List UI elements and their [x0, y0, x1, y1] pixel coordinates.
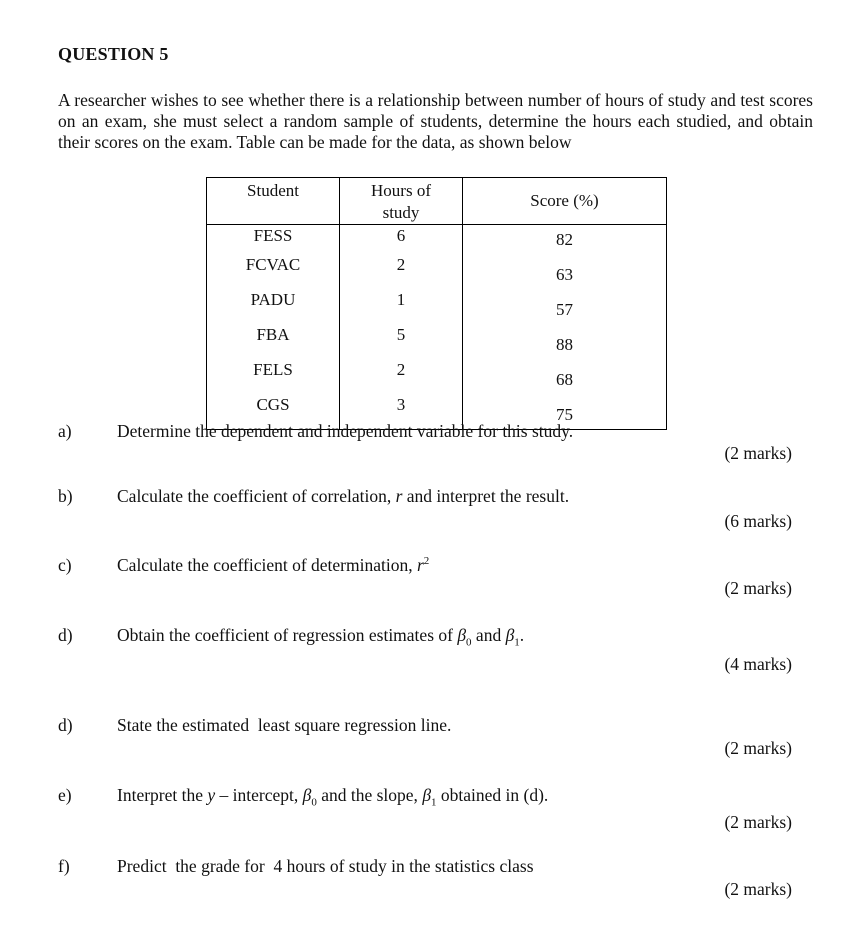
- question-marks: (2 marks): [724, 738, 792, 758]
- beta-symbol: β: [457, 625, 467, 645]
- data-table: [206, 177, 667, 430]
- cell-student: PADU: [207, 289, 340, 324]
- table-row: [207, 225, 667, 255]
- question-letter: d): [58, 715, 73, 735]
- beta-symbol: β: [422, 785, 432, 805]
- question-text: Determine the dependent and independent variable for this study.: [117, 421, 574, 441]
- cell-score: 68: [463, 359, 667, 394]
- question-marks: (2 marks): [724, 879, 792, 899]
- question-marks: (2 marks): [724, 443, 792, 463]
- cell-student: FELS: [207, 359, 340, 394]
- question-heading: QUESTION 5: [58, 44, 169, 64]
- y-symbol: y: [207, 785, 216, 805]
- cell-hours: 1: [340, 289, 463, 324]
- question-text: Interpret the y – intercept, $\beta_0$ and the slope, $\beta_1$ obtained in (d).: [117, 785, 549, 809]
- r-symbol: r: [395, 486, 403, 506]
- cell-hours: 6: [340, 225, 463, 255]
- cell-student: FCVAC: [207, 254, 340, 289]
- question-marks: (6 marks): [724, 511, 792, 531]
- question-letter: e): [58, 785, 72, 805]
- cell-score: 57: [463, 289, 667, 324]
- question-marks: (2 marks): [724, 578, 792, 598]
- question-letter: f): [58, 856, 70, 876]
- cell-student: CGS: [207, 394, 340, 430]
- cell-hours: 5: [340, 324, 463, 359]
- table-header-row: [207, 178, 667, 225]
- cell-score: 63: [463, 254, 667, 289]
- r-symbol: r: [416, 555, 424, 575]
- question-text: Calculate the coefficient of correlation, r and interpret the result.: [117, 486, 570, 506]
- header-score: Score (%): [463, 178, 667, 225]
- question-text: Predict the grade for 4 hours of study in the statistics class: [117, 856, 534, 876]
- question-letter: d): [58, 625, 73, 645]
- question-marks: (2 marks): [724, 812, 792, 832]
- table-row: [207, 289, 667, 324]
- question-intro: A researcher wishes to see whether there is a relationship between number of hours of study and test scores on an exam, she must select a random sample of students, determine the hours each studied, and obtain their scores on the exam. Table can be made for the data, as shown below: [58, 90, 813, 152]
- cell-score: 75: [463, 394, 667, 430]
- cell-hours: 3: [340, 394, 463, 430]
- cell-score: 88: [463, 324, 667, 359]
- question-letter: b): [58, 486, 73, 506]
- question-letter: a): [58, 421, 72, 441]
- question-marks: (4 marks): [724, 654, 792, 674]
- question-text: Calculate the coefficient of determination, $r^2$: [117, 555, 430, 575]
- cell-hours: 2: [340, 254, 463, 289]
- beta-symbol: β: [505, 625, 515, 645]
- table-row: [207, 254, 667, 289]
- question-text: State the estimated least square regression line.: [117, 715, 452, 735]
- header-student: Student: [207, 178, 340, 225]
- question-text: Obtain the coefficient of regression estimates of $\beta_0$ and $\beta_1$.: [117, 625, 525, 649]
- table-row: [207, 359, 667, 394]
- cell-student: FBA: [207, 324, 340, 359]
- cell-hours: 2: [340, 359, 463, 394]
- cell-student: FESS: [207, 225, 340, 255]
- table-row: [207, 324, 667, 359]
- cell-score: 82: [463, 225, 667, 255]
- beta-symbol: β: [302, 785, 312, 805]
- header-hours: Hours of study: [340, 178, 463, 225]
- question-letter: c): [58, 555, 72, 575]
